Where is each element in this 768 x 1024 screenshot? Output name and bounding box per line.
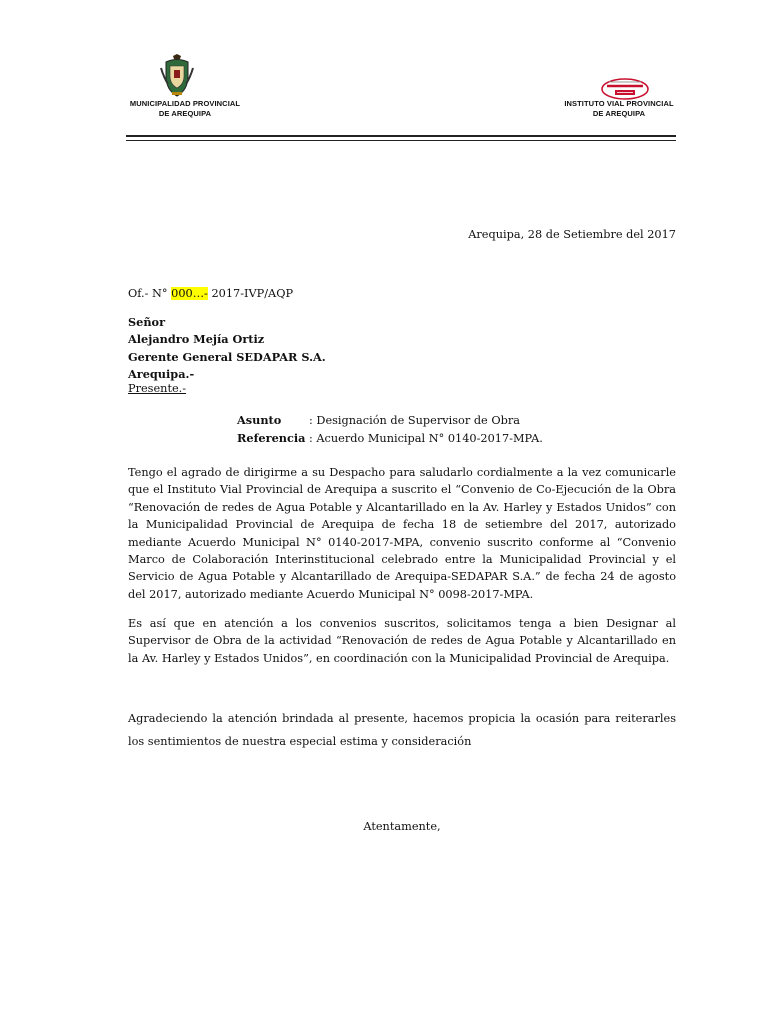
addressee-name: Alejandro Mejía Ortiz — [128, 332, 265, 347]
left-org-name — [126, 99, 244, 119]
addressee-block — [128, 314, 528, 384]
addressee-title: Señor — [128, 315, 166, 329]
oficio-suffix: 2017-IVP/AQP — [211, 287, 294, 300]
closing-text: Atentamente, — [363, 820, 441, 833]
asunto-row — [237, 412, 677, 429]
coat-of-arms-icon — [159, 54, 195, 98]
asunto-value: : Designación de Supervisor de Obra — [309, 414, 520, 427]
oficio-prefix: Of.- N° — [128, 287, 168, 300]
addressee-position: Gerente General SEDAPAR S.A. — [128, 349, 326, 364]
left-org-line-1: MUNICIPALIDAD PROVINCIAL — [129, 99, 241, 108]
right-org-line-1: INSTITUTO VIAL PROVINCIAL — [564, 99, 674, 108]
letter-date: Arequipa, 28 de Setiembre del 2017 — [468, 228, 676, 241]
body-paragraph-1: Tengo el agrado de dirigirme a su Despacho para saludarlo cordialmente a la vez comunicarle que el Instituto Vial Provincial de Arequipa a suscrito el “Convenio de Co-Ejecución de la Obra “Renovación de redes de Agua Potable y Alcantarillado en la Av. Harley y Estados Unidos” con la Municipalidad Provincial de Arequipa de fecha 18 de setiembre del 2017, autorizado mediante Acuerdo Municipal N° 0140-2017-MPA, convenio suscrito conforme al “Convenio Marco de Colaboración Interinstitucional celebrado entre la Municipalidad Provincial y el Servicio de Agua Potable y Alcantarillado de Arequipa-SEDAPAR S.A.” de fecha 24 de agosto del 2017, autorizado mediante Acuerdo Municipal N° 0098-2017-MPA. — [128, 466, 676, 601]
right-org-name — [560, 99, 678, 119]
left-org-line-2: DE AREQUIPA — [158, 109, 212, 118]
right-org-line-2: DE AREQUIPA — [592, 109, 646, 118]
header-rule-thick — [126, 135, 676, 137]
presente-label: Presente.- — [128, 382, 187, 395]
ivp-logo-icon — [601, 78, 649, 100]
oficio-number-highlight: 000…- — [171, 287, 208, 300]
referencia-label: Referencia — [237, 431, 306, 445]
body-paragraph-2: Es así que en atención a los convenios suscritos, solicitamos tenga a bien Designar al Supervisor de Obra de la actividad “Renovación de redes de Agua Potable y Alcantarillado en la Av. Harley y Estados Unidos”, en coordinación con la Municipalidad Provincial de Arequipa. — [128, 617, 676, 665]
oficio-number-line — [128, 285, 293, 302]
addressee-city: Arequipa.- — [128, 367, 195, 382]
asunto-label: Asunto — [237, 413, 282, 427]
referencia-row — [237, 430, 677, 447]
body-paragraph-3: Agradeciendo la atención brindada al presente, hacemos propicia la ocasión para reiterarles los sentimientos de nuestra especial estima y consideración — [128, 712, 676, 748]
header-rule-thin — [126, 140, 676, 141]
referencia-value: : Acuerdo Municipal N° 0140-2017-MPA. — [309, 432, 543, 445]
